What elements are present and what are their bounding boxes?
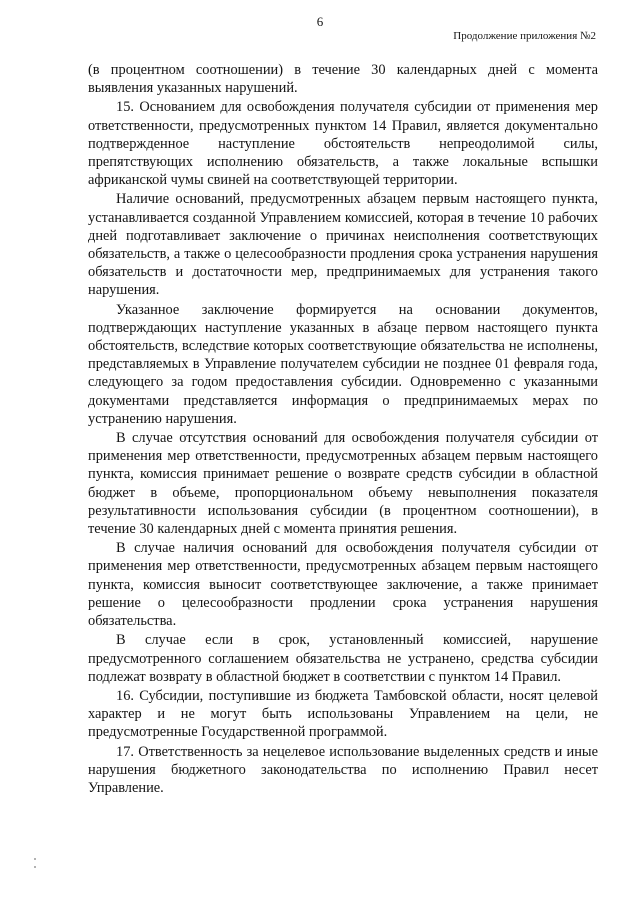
paragraph-commission-grounds: Наличие оснований, предусмотренных абзацем первым настоящего пункта, устанавливается созданной Управлением комиссией, которая в течение 10 рабочих дней подготавливает заключение о причинах неисполнения соответствующих обязательств, а также о целесообразности продления срока устранения нарушения обязательств и достаточности мер, предпринимаемых для устранения такого нарушения. [88, 191, 598, 299]
paragraph-not-remedied: В случае если в срок, установленный комиссией, нарушение предусмотренного соглашением обязательства не устранено, средства субсидии подлежат возврату в областной бюджет в соответствии с пунктом 14 Правил. [88, 632, 598, 685]
paragraph-item-16: 16. Субсидии, поступившие из бюджета Тамбовской области, носят целевой характер и не могут быть использованы Управлением на цели, не предусмотренные Государственной программой. [88, 687, 598, 741]
paragraph-item-17: 17. Ответственность за нецелевое использование выделенных средств и иные нарушения бюджетного законодательства по исполнению Правил несет Управление. [88, 743, 598, 796]
paragraph-continuation: (в процентном соотношении) в течение 30 календарных дней с момента выявления указанных нарушений. [88, 62, 598, 97]
page-number: 6 [316, 14, 324, 29]
paragraph-grounds-extension: В случае наличия оснований для освобождения получателя субсидии от применения мер ответственности, предусмотренных абзацем первым настоящего пункта, комиссия выносит соответствующее заключение, а также принимает решение о целесообразности продлении срока устранения нарушения обязательства. [88, 540, 598, 630]
document-body [88, 61, 598, 797]
appendix-continuation-note: Продолжение приложения №2 [453, 30, 596, 42]
paragraph-item-15: 15. Основанием для освобождения получателя субсидии от применения мер ответственности, предусмотренных пунктом 14 Правил, является документально подтвержденное наступление обстоятельств непреодолимой силы, препятствующих исполнению обязательств, а также локальные вспышки африканской чумы свиней на соответствующей территории. [88, 99, 598, 189]
scan-artifact-dot [34, 858, 36, 860]
paragraph-conclusion-documents: Указанное заключение формируется на основании документов, подтверждающих наступление указанных в абзаце первом настоящего пункта обстоятельств, вследствие которых соответствующие обязательства не исполнены, представляемых в Управление получателем субсидии не позднее 01 февраля года, следующего за годом предоставления субсидии. Одновременно с указанными документами представляется информация о предпринимаемых мерах по устранению нарушения. [88, 301, 598, 427]
scan-artifact-dot [34, 866, 36, 868]
paragraph-no-grounds-refund: В случае отсутствия оснований для освобождения получателя субсидии от применения мер ответственности, предусмотренных абзацем первым настоящего пункта, комиссия принимает решение о возврате средств субсидии в областной бюджет в объеме, пропорциональном объему невыполнения показателя результативности использования субсидии (в процентном соотношении), в течение 30 календарных дней с момента принятия решения. [88, 430, 598, 538]
